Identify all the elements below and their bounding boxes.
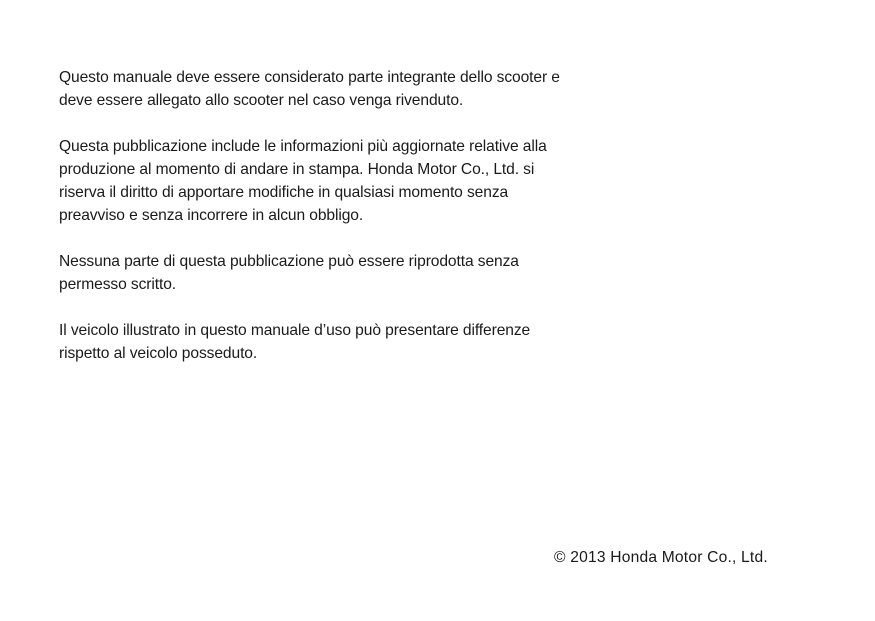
paragraph-line: Questa pubblicazione include le informazioni più aggiornate relative alla: [59, 138, 547, 155]
paragraph-line: deve essere allegato allo scooter nel caso venga rivenduto.: [59, 92, 464, 109]
paragraph-line: Il veicolo illustrato in questo manuale d’uso può presentare differenze: [59, 322, 531, 339]
paragraph-line: produzione al momento di andare in stampa. Honda Motor Co., Ltd. si: [59, 161, 535, 178]
paragraph-publication-info: [59, 135, 649, 227]
paragraph-manual-integral: [59, 66, 649, 112]
copyright-notice: © 2013 Honda Motor Co., Ltd.: [554, 549, 768, 566]
paragraph-vehicle-differences: [59, 319, 649, 365]
paragraph-line: preavviso e senza incorrere in alcun obbligo.: [59, 207, 364, 224]
paragraph-line: Questo manuale deve essere considerato parte integrante dello scooter e: [59, 69, 560, 86]
paragraph-line: Nessuna parte di questa pubblicazione può essere riprodotta senza: [59, 253, 519, 270]
paragraph-line: riserva il diritto di apportare modifiche in qualsiasi momento senza: [59, 184, 509, 201]
paragraph-reproduction: [59, 250, 649, 296]
paragraph-line: rispetto al veicolo posseduto.: [59, 345, 258, 362]
paragraph-line: permesso scritto.: [59, 276, 177, 293]
body-text: [59, 66, 649, 388]
